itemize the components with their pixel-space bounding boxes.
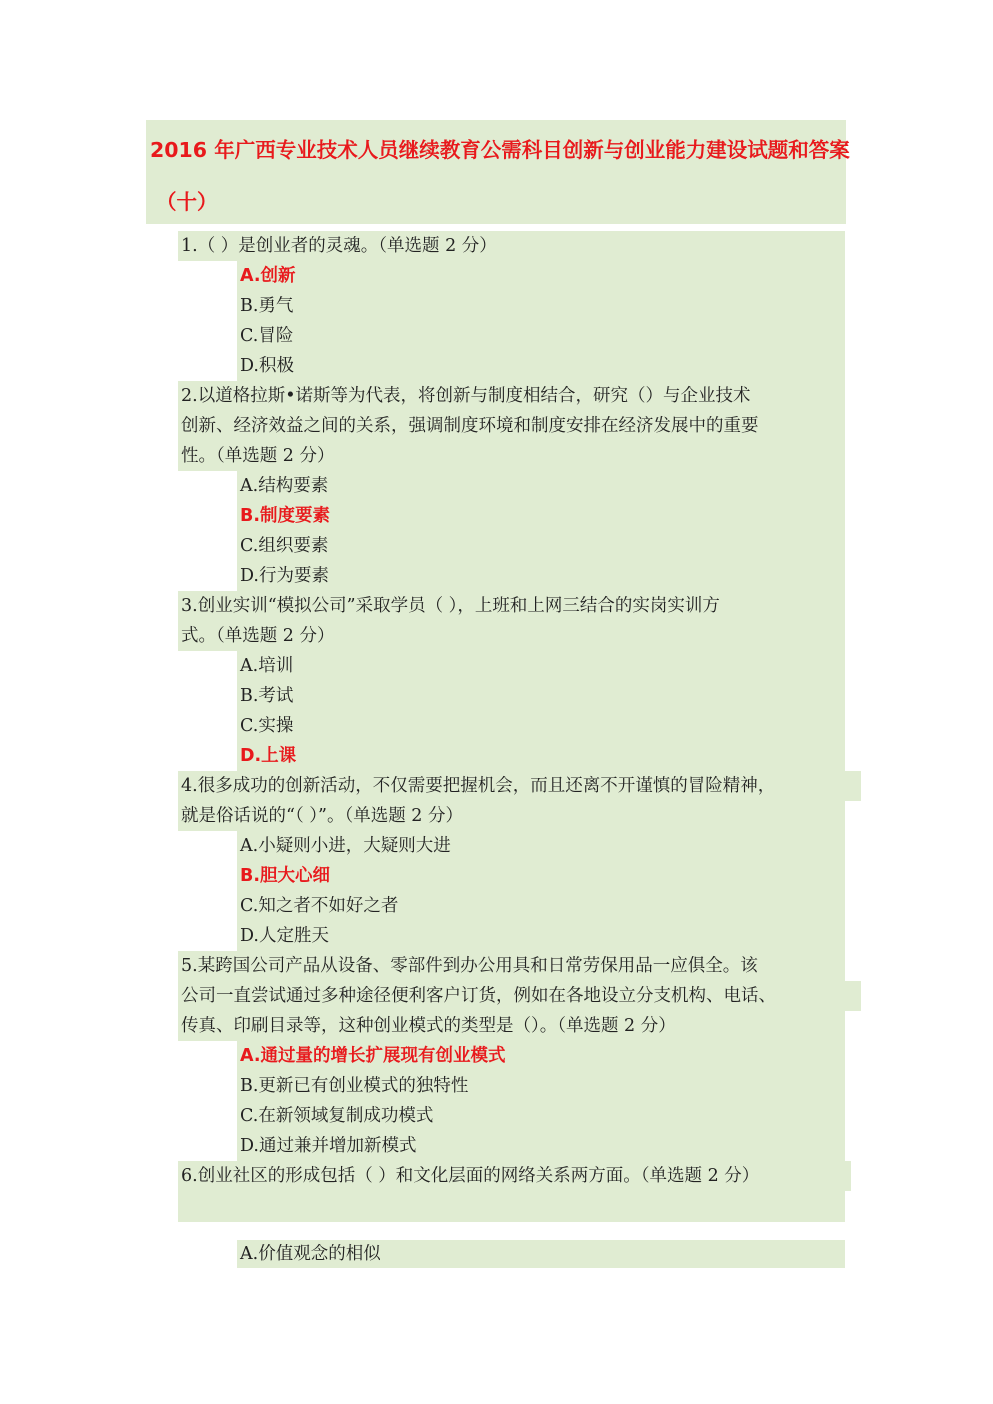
question-2-option-c: C.组织要素 [237, 531, 845, 561]
question-1-text: 1.（ ）是创业者的灵魂。（单选题 2 分） [178, 231, 845, 261]
question-3-option-b: B.考试 [237, 681, 845, 711]
question-5-text-line-2: 公司一直尝试通过多种途径便利客户订货，例如在各地设立分支机构、电话、 [178, 981, 861, 1011]
question-2-option-b: B.制度要素 [237, 501, 845, 531]
question-4-option-a: A.小疑则小进，大疑则大进 [237, 831, 845, 861]
question-3-text-line-2: 式。（单选题 2 分） [178, 621, 845, 651]
question-4-option-b: B.胆大心细 [237, 861, 845, 891]
question-1-option-d: D.积极 [237, 351, 845, 381]
question-2-text-line-2: 创新、经济效益之间的关系，强调制度环境和制度安排在经济发展中的重要 [178, 411, 845, 441]
question-6-text: 6.创业社区的形成包括（ ）和文化层面的网络关系两方面。（单选题 2 分） [178, 1161, 851, 1191]
question-1-option-a: A.创新 [237, 261, 845, 291]
question-5-option-c: C.在新领域复制成功模式 [237, 1101, 845, 1131]
question-5-option-b: B.更新已有创业模式的独特性 [237, 1071, 845, 1101]
question-4-text-line-2: 就是俗话说的“（ ）”。（单选题 2 分） [178, 801, 845, 831]
question-2-option-d: D.行为要素 [237, 561, 845, 591]
question-4-text-line-1: 4.很多成功的创新活动，不仅需要把握机会，而且还离不开谨慎的冒险精神， [178, 771, 861, 801]
question-4-option-c: C.知之者不如好之者 [237, 891, 845, 921]
question-5-text-line-3: 传真、印刷目录等，这种创业模式的类型是（）。（单选题 2 分） [178, 1011, 845, 1041]
document-title-line-1: 2016 年广西专业技术人员继续教育公需科目创新与创业能力建设试题和答案 [150, 138, 850, 162]
document-title-block [146, 120, 850, 224]
question-5-text-line-1: 5.某跨国公司产品从设备、零部件到办公用具和日常劳保用品一应俱全。该 [178, 951, 845, 981]
question-3-option-c: C.实操 [237, 711, 845, 741]
document-title-line-2: （十） [156, 190, 218, 214]
question-5-option-a: A.通过量的增长扩展现有创业模式 [237, 1041, 845, 1071]
question-3-option-d: D.上课 [237, 741, 845, 771]
question-1-option-b: B.勇气 [237, 291, 845, 321]
question-3-text-line-1: 3.创业实训“模拟公司”采取学员（ ），上班和上网三结合的实岗实训方 [178, 591, 845, 621]
question-6-option-a: A.价值观念的相似 [237, 1240, 845, 1268]
question-2-text-line-3: 性。（单选题 2 分） [178, 441, 845, 471]
question-4-option-d: D.人定胜天 [237, 921, 845, 951]
question-1-option-c: C.冒险 [237, 321, 845, 351]
question-2-option-a: A.结构要素 [237, 471, 845, 501]
question-5-option-d: D.通过兼并增加新模式 [237, 1131, 845, 1161]
question-3-option-a: A.培训 [237, 651, 845, 681]
question-2-text-line-1: 2.以道格拉斯•诺斯等为代表，将创新与制度相结合，研究（）与企业技术 [178, 381, 845, 411]
question-6-blank-space [178, 1191, 845, 1222]
